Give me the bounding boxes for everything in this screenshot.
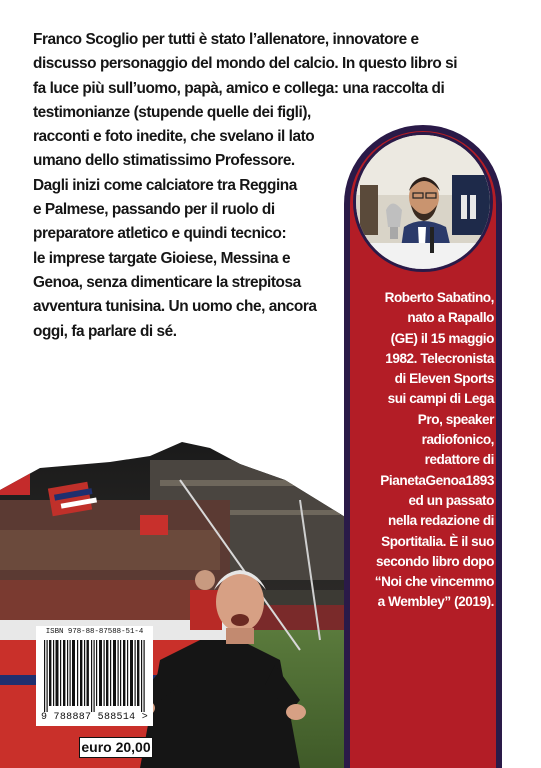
bio-line: 1982. Telecronista: [385, 350, 494, 366]
bio-line: Roberto Sabatino,: [384, 290, 494, 305]
price-tag: euro 20,00: [79, 737, 153, 758]
blurb-line: racconti e foto inedite, che svelano il lato: [33, 128, 315, 146]
bio-line: Pro, speaker: [417, 411, 494, 427]
bio-line: nella redazione di: [388, 513, 494, 529]
blurb-line: avventura tunisina. Un uomo che, ancora: [33, 298, 317, 316]
bio-line: “Noi che vincemmo: [374, 574, 494, 590]
blurb-line: discusso personaggio del mondo del calcio. In questo libro si: [33, 55, 458, 73]
bio-line: sui campi di Lega: [387, 391, 494, 407]
blurb-line: le imprese targate Gioiese, Messina e: [33, 249, 291, 267]
isbn-label: ISBN 978-88-87588-51-4: [45, 628, 144, 636]
bio-line: (GE) il 15 maggio: [390, 330, 494, 346]
blurb-line: Dagli inizi come calciatore tra Reggina: [33, 176, 297, 194]
isbn-barcode: [36, 626, 153, 726]
blurb-line: testimonianze (stupende quelle dei figli),: [33, 103, 311, 121]
bio-line: redattore di: [424, 452, 494, 468]
bio-line: a Wembley” (2019).: [377, 594, 494, 610]
blurb-line: fa luce più sull’uomo, papà, amico e collega: una raccolta di: [33, 79, 445, 97]
blurb-line: Franco Scoglio per tutti è stato l’allenatore, innovatore e: [33, 31, 419, 48]
author-bio: [352, 288, 494, 613]
bio-line: nato a Rapallo: [407, 310, 494, 326]
blurb-line: Genoa, senza dimenticare la strepitosa: [33, 273, 301, 291]
blurb-line: e Palmese, passando per il ruolo di: [33, 201, 275, 219]
barcode-bars: [42, 640, 148, 712]
bio-line: radiofonico,: [421, 432, 494, 448]
bio-line: di Eleven Sports: [394, 371, 494, 387]
bio-line: PianetaGenoa1893: [380, 472, 494, 488]
blurb-line: oggi, fa parlare di sé.: [33, 322, 177, 340]
blurb-line: umano dello stimatissimo Professore.: [33, 152, 295, 170]
author-portrait: [353, 132, 493, 272]
bio-line: Sportitalia. È il suo: [381, 533, 494, 549]
blurb-line: preparatore atletico e quindi tecnico:: [33, 225, 287, 243]
bio-line: secondo libro dopo: [375, 553, 494, 569]
barcode-digits: 9 788887 588514 >: [40, 712, 149, 723]
bio-line: ed un passato: [408, 492, 494, 508]
